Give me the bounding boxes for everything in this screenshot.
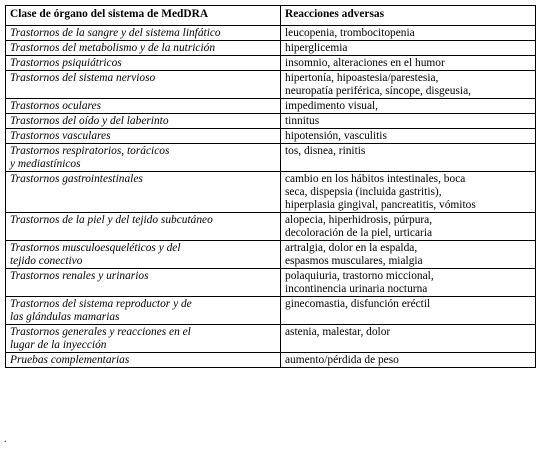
table-row	[6, 129, 536, 144]
organ-class-cell	[6, 172, 281, 213]
adverse-reaction-text: cambio en los hábitos intestinales, boca	[285, 173, 466, 185]
organ-class-text: Trastornos psiquiátricos	[10, 57, 122, 69]
table-row	[6, 172, 536, 213]
adverse-reactions-cell	[281, 129, 536, 144]
adverse-reactions-cell	[281, 99, 536, 114]
organ-class-text: lugar de la inyección	[10, 339, 107, 351]
table-body	[6, 26, 536, 368]
header-organ-class: Clase de órgano del sistema de MedDRA	[6, 6, 281, 26]
header-adverse-reactions: Reacciones adversas	[281, 6, 536, 26]
organ-class-cell	[6, 241, 281, 269]
adverse-reaction-text: hipertonía, hipoastesia/parestesia,	[285, 72, 439, 84]
adverse-reactions-cell	[281, 213, 536, 241]
adverse-reaction-text: hiperplasia gingival, pancreatitis, vómitos	[285, 199, 476, 211]
adverse-reactions-cell	[281, 114, 536, 129]
organ-class-cell	[6, 297, 281, 325]
table-row	[6, 353, 536, 368]
adverse-reaction-text: polaquiuria, trastorno miccional,	[285, 270, 434, 282]
adverse-reactions-cell	[281, 297, 536, 325]
adverse-reactions-table	[5, 5, 536, 368]
organ-class-cell	[6, 144, 281, 172]
adverse-reactions-cell	[281, 325, 536, 353]
organ-class-text: Trastornos de la sangre y del sistema linfático	[10, 27, 221, 39]
adverse-reactions-cell	[281, 56, 536, 71]
organ-class-text: Trastornos oculares	[10, 100, 102, 112]
table-row	[6, 241, 536, 269]
organ-class-text: Trastornos del oído y del laberinto	[10, 115, 169, 127]
adverse-reaction-text: tos, disnea, rinitis	[285, 145, 366, 157]
organ-class-text: Trastornos de la piel y del tejido subcutáneo	[10, 214, 213, 226]
footer-mark: .	[4, 434, 7, 445]
organ-class-text: y mediastínicos	[10, 158, 81, 170]
organ-class-text: Trastornos vasculares	[10, 130, 111, 142]
table-header-row	[6, 6, 536, 26]
organ-class-text: Trastornos musculoesqueléticos y del	[10, 242, 181, 254]
adverse-reaction-text: ginecomastia, disfunción eréctil	[285, 298, 431, 310]
table-row	[6, 26, 536, 41]
adverse-reaction-text: espasmos musculares, mialgia	[285, 255, 423, 267]
organ-class-cell	[6, 99, 281, 114]
table-row	[6, 297, 536, 325]
organ-class-text: las glándulas mamarias	[10, 311, 120, 323]
adverse-reactions-cell	[281, 71, 536, 99]
adverse-reaction-text: tinnitus	[285, 115, 320, 127]
table-row	[6, 325, 536, 353]
adverse-reaction-text: hipotensión, vasculitis	[285, 130, 387, 142]
adverse-reactions-cell	[281, 241, 536, 269]
adverse-reaction-text: leucopenia, trombocitopenia	[285, 27, 415, 39]
adverse-reaction-text: impedimento visual,	[285, 100, 379, 112]
adverse-reaction-text: astenia, malestar, dolor	[285, 326, 391, 338]
adverse-reaction-text: decoloración de la piel, urticaria	[285, 227, 433, 239]
table-row	[6, 213, 536, 241]
adverse-reactions-cell	[281, 26, 536, 41]
organ-class-text: Trastornos generales y reacciones en el	[10, 326, 191, 338]
adverse-reaction-text: insomnio, alteraciones en el humor	[285, 57, 445, 69]
organ-class-cell	[6, 269, 281, 297]
table-row	[6, 71, 536, 99]
adverse-reaction-text: aumento/pérdida de peso	[285, 354, 399, 366]
adverse-reactions-cell	[281, 144, 536, 172]
organ-class-cell	[6, 56, 281, 71]
organ-class-text: Trastornos del metabolismo y de la nutrición	[10, 42, 216, 54]
organ-class-text: Trastornos respiratorios, torácicos	[10, 145, 170, 157]
adverse-reaction-text: incontinencia urinaria nocturna	[285, 283, 428, 295]
organ-class-cell	[6, 41, 281, 56]
organ-class-cell	[6, 114, 281, 129]
adverse-reaction-text: alopecia, hiperhidrosis, púrpura,	[285, 214, 433, 226]
adverse-reactions-cell	[281, 269, 536, 297]
adverse-reaction-text: seca, dispepsia (incluida gastritis),	[285, 186, 442, 198]
organ-class-cell	[6, 353, 281, 368]
organ-class-cell	[6, 129, 281, 144]
adverse-reactions-cell	[281, 41, 536, 56]
table-row	[6, 114, 536, 129]
organ-class-cell	[6, 26, 281, 41]
adverse-reactions-cell	[281, 172, 536, 213]
adverse-reaction-text: hiperglicemia	[285, 42, 348, 54]
organ-class-cell	[6, 213, 281, 241]
organ-class-text: Trastornos gastrointestinales	[10, 173, 143, 185]
organ-class-text: tejido conectivo	[10, 255, 83, 267]
adverse-reaction-text: artralgia, dolor en la espalda,	[285, 242, 418, 254]
organ-class-text: Trastornos renales y urinarios	[10, 270, 149, 282]
table-row	[6, 144, 536, 172]
adverse-reaction-text: neuropatía periférica, síncope, disgeusia,	[285, 85, 471, 97]
adverse-reactions-cell	[281, 353, 536, 368]
table-row	[6, 41, 536, 56]
organ-class-text: Pruebas complementarias	[10, 354, 130, 366]
organ-class-cell	[6, 325, 281, 353]
table-row	[6, 269, 536, 297]
table-row	[6, 99, 536, 114]
table-row	[6, 56, 536, 71]
organ-class-text: Trastornos del sistema nervioso	[10, 72, 156, 84]
organ-class-cell	[6, 71, 281, 99]
organ-class-text: Trastornos del sistema reproductor y de	[10, 298, 192, 310]
